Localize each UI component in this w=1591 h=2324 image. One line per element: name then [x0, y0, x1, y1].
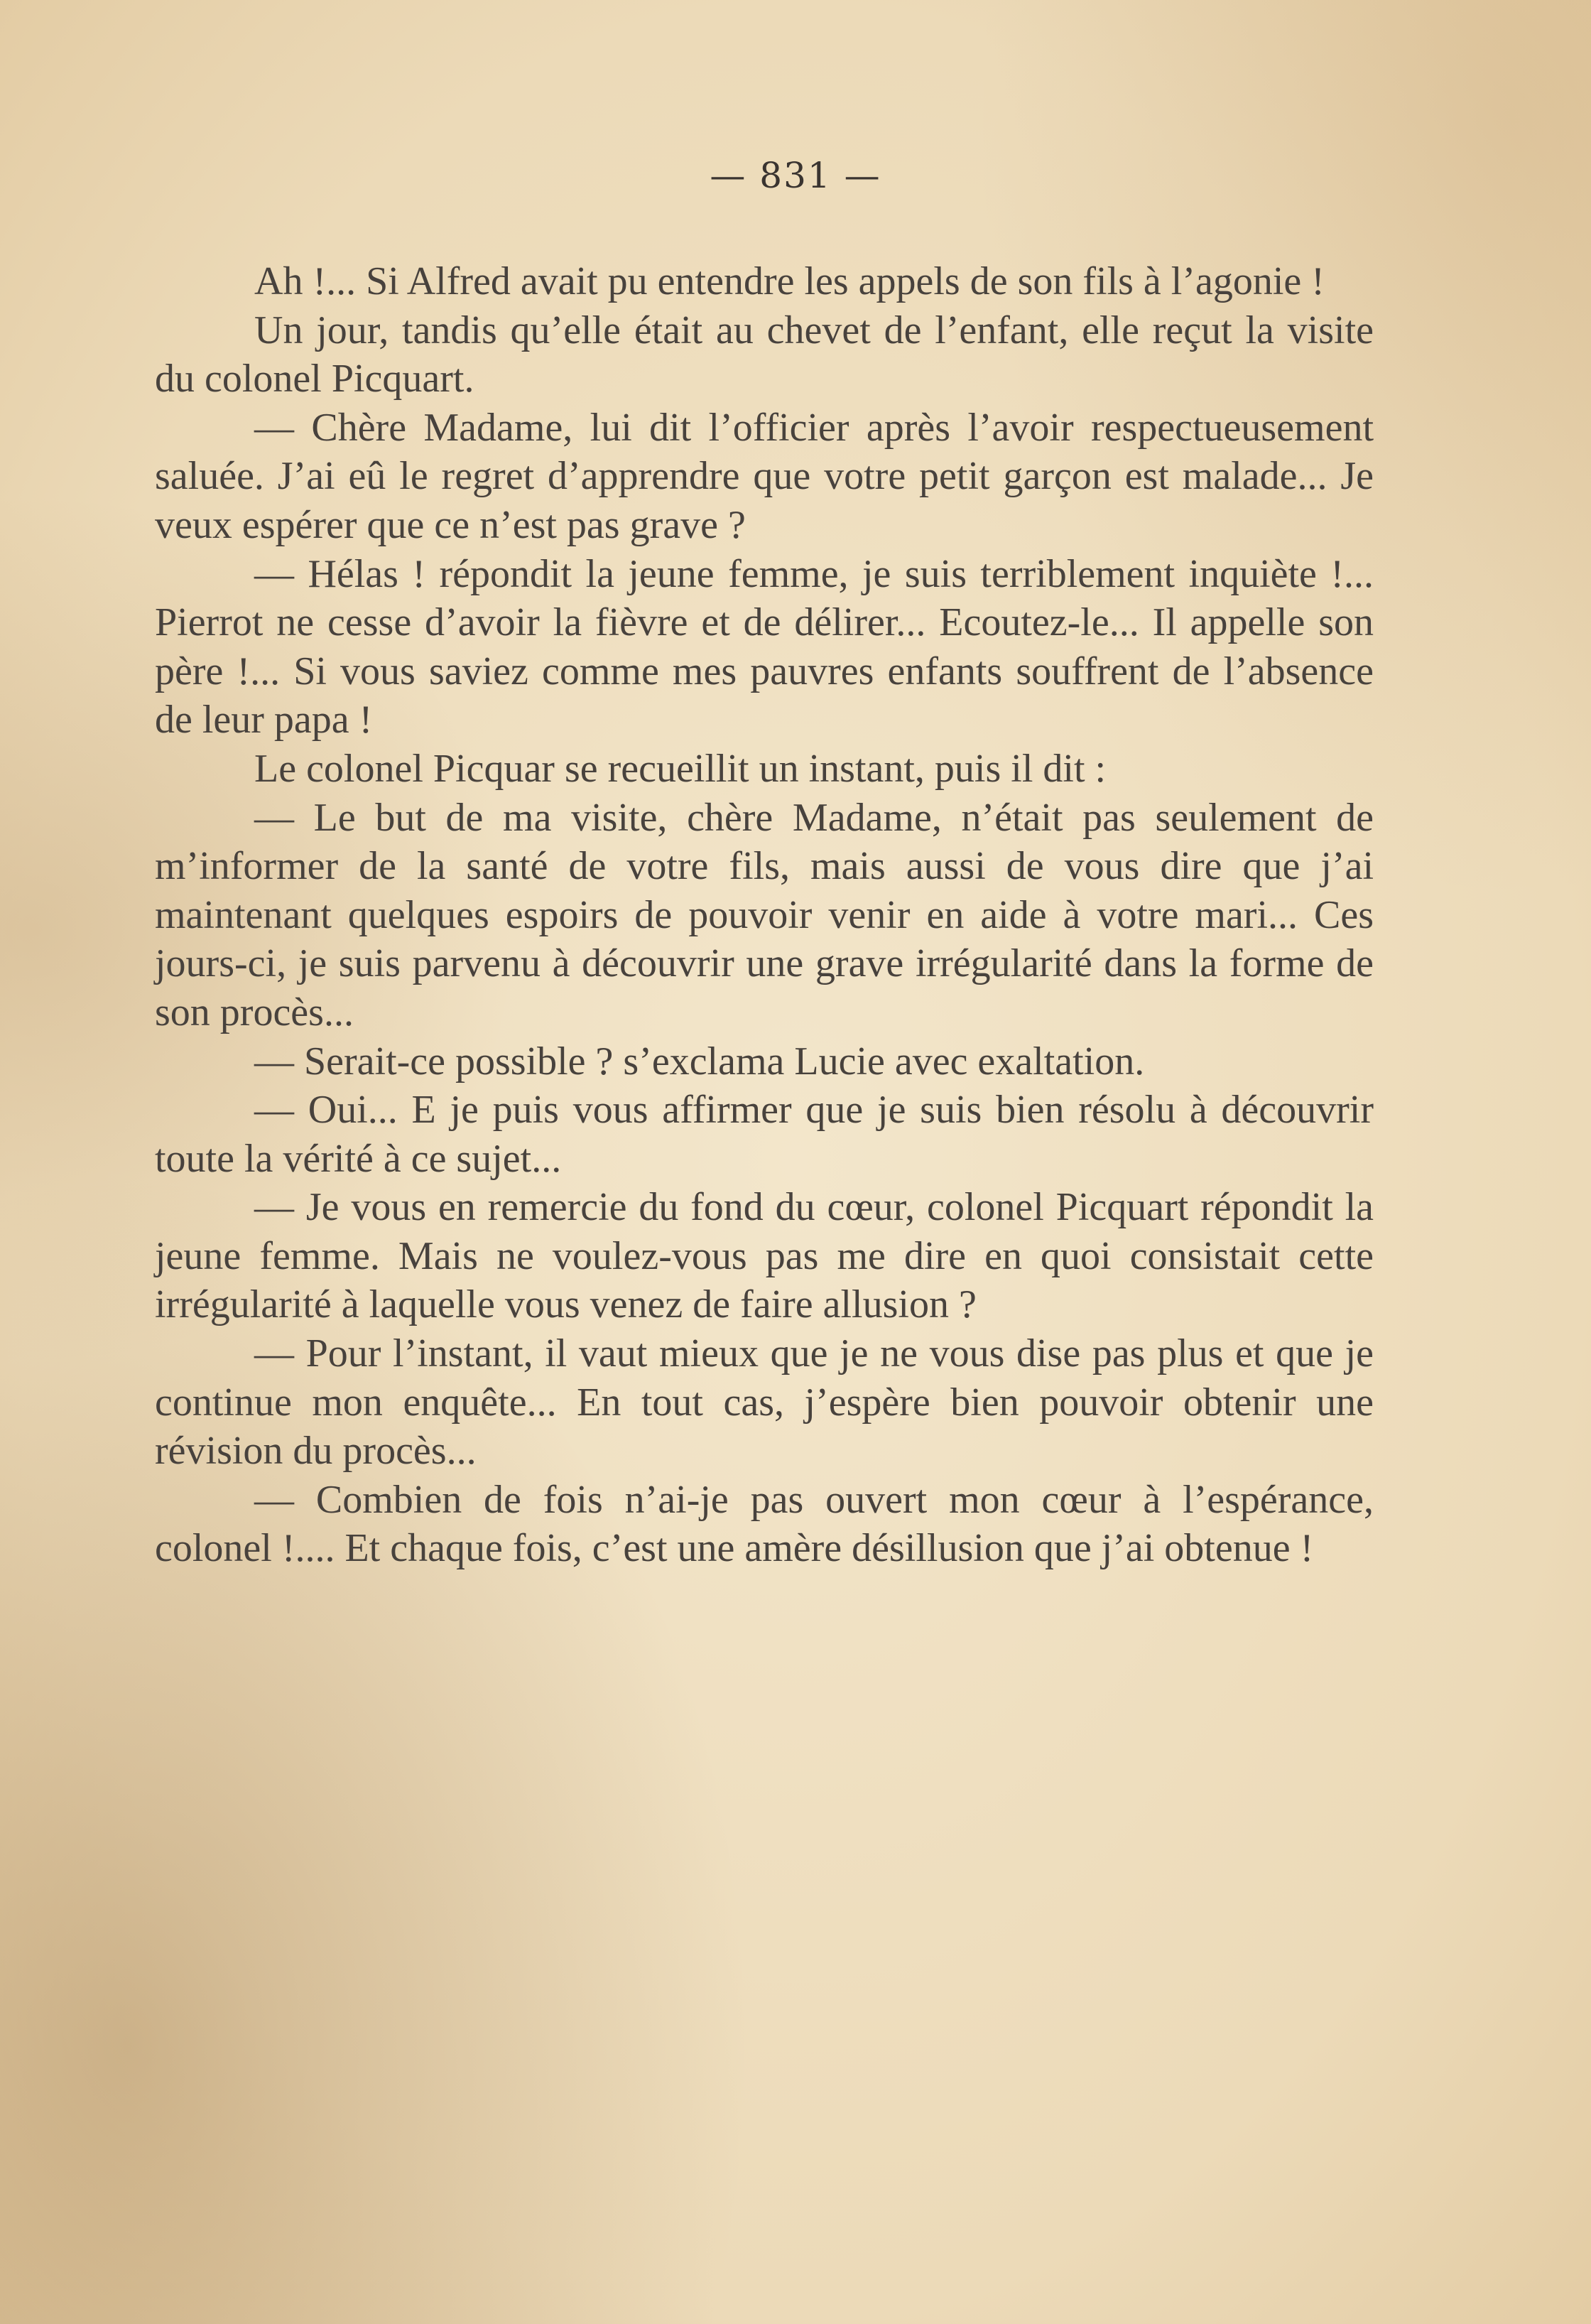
paragraph: — Je vous en remercie du fond du cœur, colonel Picquart répondit la jeune femme. Mais ne voulez-vous pas me dire en quoi consistait cette irrégularité à laquelle vous venez de faire allusion ?: [155, 1185, 1374, 1327]
paragraph: Le colonel Picquar se recueillit un instant, puis il dit :: [254, 746, 1107, 791]
page-number: — 831 —: [710, 155, 881, 196]
paragraph: — Oui... E je puis vous affirmer que je suis bien résolu à découvrir toute la vérité à ce sujet...: [155, 1088, 1374, 1181]
paragraph: — Chère Madame, lui dit l’officier après l’avoir respectueusement saluée. J’ai eû le regret d’apprendre que votre petit garçon est malade... Je veux espérer que ce n’est pas grave ?: [155, 405, 1374, 547]
paragraph: Ah !... Si Alfred avait pu entendre les appels de son fils à l’agonie !: [254, 259, 1325, 303]
paragraph: — Serait-ce possible ? s’exclama Lucie avec exaltation.: [254, 1039, 1145, 1083]
paragraph: — Le but de ma visite, chère Madame, n’était pas seulement de m’informer de la santé de votre fils, mais aussi de vous dire que j’ai maintenant quelques espoirs de pouvoir venir en aide à votre mari... Ces jours-ci, je suis parvenu à découvrir une grave irrégularité dans la forme de son procès...: [155, 795, 1374, 1034]
paragraph: — Hélas ! répondit la jeune femme, je suis terriblement inquiète !... Pierrot ne cesse d’avoir la fièvre et de délirer... Ecoutez-le... Il appelle son père !... Si vous saviez comme mes pauvres enfants souffrent de l’absence de leur papa !: [155, 551, 1374, 742]
paragraph: Un jour, tandis qu’elle était au chevet de l’enfant, elle reçut la visite du colonel Picquart.: [155, 308, 1374, 401]
body-text: [155, 257, 1374, 1573]
paragraph: — Pour l’instant, il vaut mieux que je ne vous dise pas plus et que je continue mon enquête... En tout cas, j’espère bien pouvoir obtenir une révision du procès...: [155, 1331, 1374, 1474]
paragraph: — Combien de fois n’ai-je pas ouvert mon cœur à l’espérance, colonel !.... Et chaque fois, c’est une amère désillusion que j’ai obtenue !: [155, 1477, 1374, 1571]
